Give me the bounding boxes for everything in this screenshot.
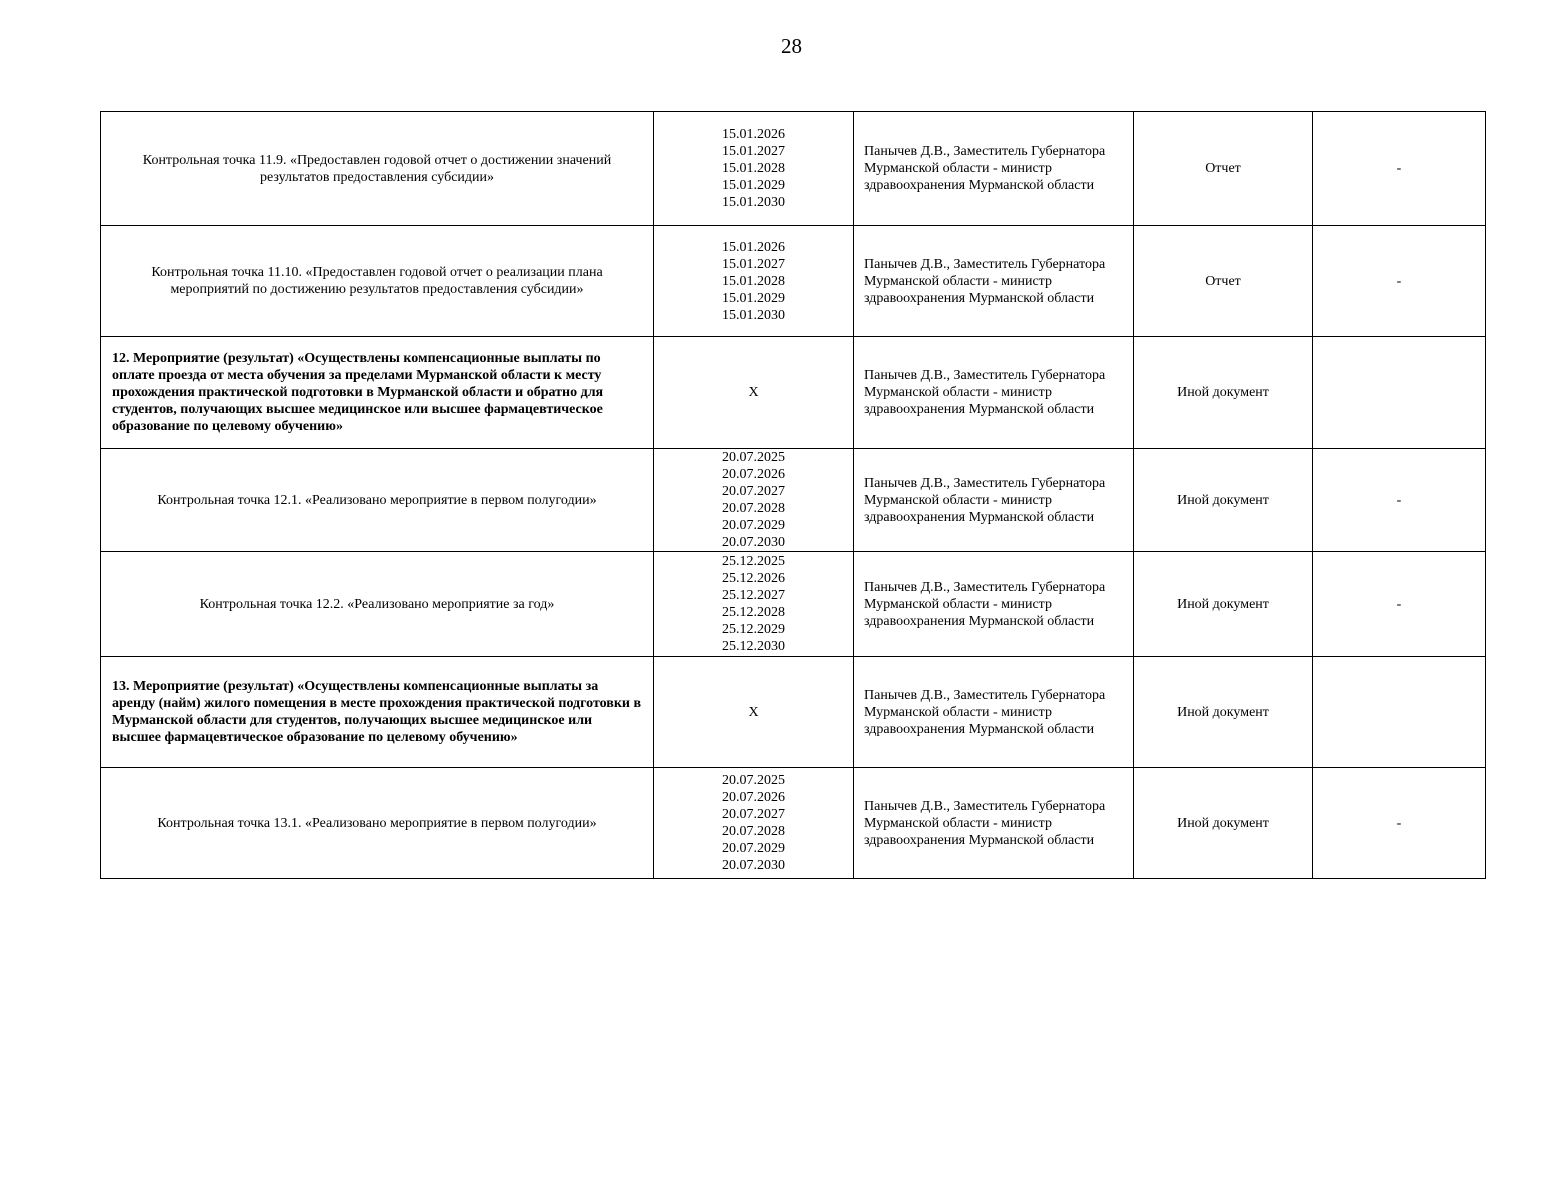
row-date: 15.01.2029 (722, 178, 785, 193)
row-name: Контрольная точка 13.1. «Реализовано мероприятие в первом полугодии» (101, 768, 654, 879)
row-date: 15.01.2026 (722, 239, 785, 255)
row-date: 20.07.2029 (722, 518, 785, 533)
row-name: 12. Мероприятие (результат) «Осуществлены компенсационные выплаты по оплате проезда от места обучения за пределами Мурманской области к месту прохождения практической подготовки в Мурманской области и обратно для студентов, получающих высшее медицинское или высшее фармацевтическое образование по целевому обучению» (101, 337, 654, 449)
row-dates (654, 768, 854, 879)
table-row (101, 449, 1486, 552)
row-date: 20.07.2029 (722, 841, 785, 856)
row-date: 15.01.2027 (722, 144, 785, 159)
table-row (101, 552, 1486, 657)
row-document: Отчет (1134, 226, 1313, 337)
row-date: 15.01.2028 (722, 273, 785, 289)
row-dates (654, 226, 854, 337)
table-row (101, 657, 1486, 768)
row-date: 15.01.2029 (722, 290, 785, 306)
row-extra: - (1313, 768, 1486, 879)
table-row (101, 768, 1486, 879)
row-extra (1313, 337, 1486, 449)
plan-table (100, 111, 1486, 879)
row-document: Иной документ (1134, 552, 1313, 657)
row-name: Контрольная точка 11.10. «Предоставлен годовой отчет о реализации плана мероприятий по достижению результатов предоставления субсидии» (101, 226, 654, 337)
row-responsible: Панычев Д.В., Заместитель Губернатора Мурманской области - министр здравоохранения Мурманской области (854, 768, 1134, 879)
row-date: 15.01.2026 (722, 127, 785, 142)
table-row (101, 112, 1486, 226)
row-extra: - (1313, 449, 1486, 552)
row-date: 20.07.2025 (722, 450, 785, 465)
row-date: 15.01.2030 (722, 307, 785, 323)
row-document: Иной документ (1134, 337, 1313, 449)
row-dates (654, 552, 854, 657)
row-date: 15.01.2027 (722, 256, 785, 272)
row-date: 20.07.2027 (722, 484, 785, 499)
row-extra: - (1313, 226, 1486, 337)
row-extra: - (1313, 112, 1486, 226)
row-date: 20.07.2028 (722, 824, 785, 839)
row-extra (1313, 657, 1486, 768)
row-dates (654, 337, 854, 449)
row-date: 15.01.2030 (722, 195, 785, 210)
row-name: Контрольная точка 12.1. «Реализовано мероприятие в первом полугодии» (101, 449, 654, 552)
row-date: 25.12.2025 (722, 554, 785, 569)
row-responsible: Панычев Д.В., Заместитель Губернатора Мурманской области - министр здравоохранения Мурманской области (854, 112, 1134, 226)
row-name: Контрольная точка 12.2. «Реализовано мероприятие за год» (101, 552, 654, 657)
row-date: 25.12.2027 (722, 588, 785, 603)
row-extra: - (1313, 552, 1486, 657)
row-date: X (748, 704, 759, 720)
row-date: X (748, 385, 759, 400)
page-number: 28 (781, 34, 802, 58)
row-responsible: Панычев Д.В., Заместитель Губернатора Мурманской области - министр здравоохранения Мурманской области (854, 226, 1134, 337)
table-row (101, 226, 1486, 337)
row-document: Иной документ (1134, 449, 1313, 552)
row-name: 13. Мероприятие (результат) «Осуществлены компенсационные выплаты за аренду (найм) жилого помещения в месте прохождения практической подготовки в Мурманской области для студентов, получающих высшее медицинское или высшее фармацевтическое образование по целевому обучению» (101, 657, 654, 768)
row-date: 20.07.2026 (722, 790, 785, 805)
row-responsible: Панычев Д.В., Заместитель Губернатора Мурманской области - министр здравоохранения Мурманской области (854, 657, 1134, 768)
row-date: 20.07.2025 (722, 773, 785, 788)
row-dates (654, 657, 854, 768)
row-date: 25.12.2026 (722, 571, 785, 586)
row-date: 20.07.2026 (722, 467, 785, 482)
row-date: 25.12.2029 (722, 622, 785, 637)
row-name: Контрольная точка 11.9. «Предоставлен годовой отчет о достижении значений результатов предоставления субсидии» (101, 112, 654, 226)
row-date: 20.07.2030 (722, 535, 785, 550)
row-date: 15.01.2028 (722, 161, 785, 176)
row-document: Отчет (1134, 112, 1313, 226)
row-responsible: Панычев Д.В., Заместитель Губернатора Мурманской области - министр здравоохранения Мурманской области (854, 552, 1134, 657)
row-date: 25.12.2030 (722, 639, 785, 654)
row-date: 25.12.2028 (722, 605, 785, 620)
row-document: Иной документ (1134, 768, 1313, 879)
row-responsible: Панычев Д.В., Заместитель Губернатора Мурманской области - министр здравоохранения Мурманской области (854, 337, 1134, 449)
row-responsible: Панычев Д.В., Заместитель Губернатора Мурманской области - министр здравоохранения Мурманской области (854, 449, 1134, 552)
row-dates (654, 112, 854, 226)
row-date: 20.07.2030 (722, 858, 785, 873)
row-date: 20.07.2028 (722, 501, 785, 516)
row-dates (654, 449, 854, 552)
table-row (101, 337, 1486, 449)
row-document: Иной документ (1134, 657, 1313, 768)
row-date: 20.07.2027 (722, 807, 785, 822)
